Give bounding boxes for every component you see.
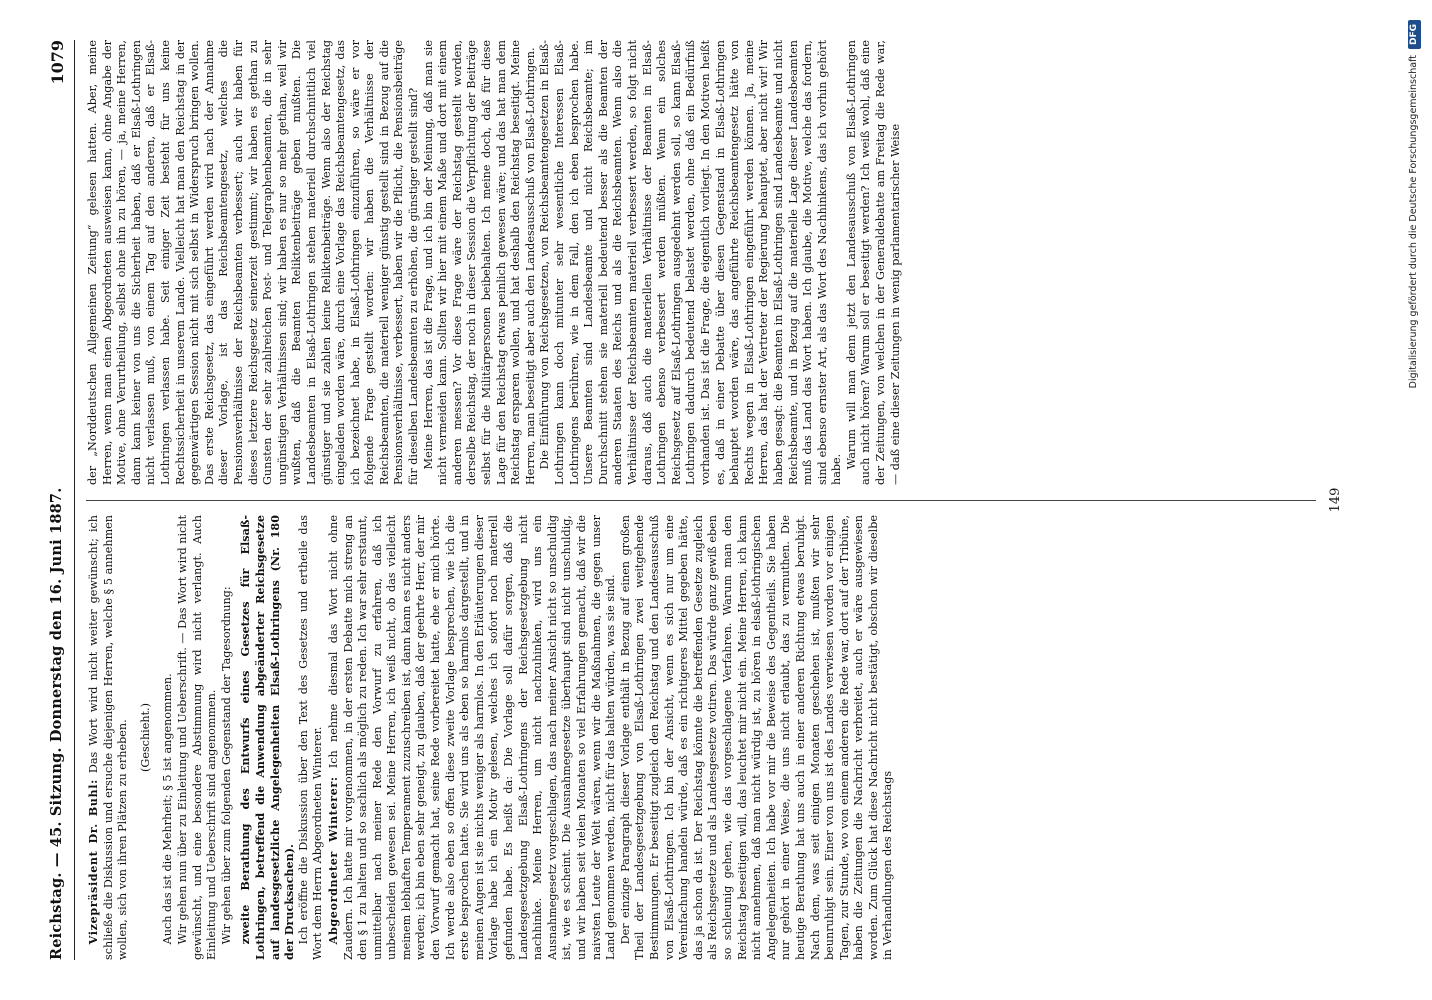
paragraph: Wir gehen über zum folgenden Gegenstand der Tagesordnung: — [219, 586, 233, 945]
running-head: Reichstag. — 45. Sitzung. Donnerstag den 16. Juni 1887. — [48, 487, 65, 960]
paragraph: Auch das ist die Mehrheit; § 5 ist angenommen. — [161, 673, 175, 945]
right-column — [86, 40, 1386, 485]
paragraph: Der einzige Paragraph dieser Vorlage enthält in Bezug auf einen großen Theil der Landesgesetzgebung von Elsaß-Lothringen zwei weitgehende Bestimmungen. Er beseitigt zugleich den Reichstag und den Landesausschuß von Elsaß-Lothringen. Ich bin der Ansicht, wenn es sich nur um eine Vereinfachung handeln würde, daß es ein richtigeres Mittel gegeben hätte, das ja schon da ist. Der Reichstag könnte die betreffenden Gesetze zugleich als Reichsgesetze und als Landesgesetze votiren. Das würde ganz gewiß eben so schleunig gehen, wie das vorgeschlagene Verfahren. Warum man den Reichstag beseitigen will, das leuchtet mir nicht ein. Meine Herren, ich kann nicht annehmen, daß man nicht würdig ist, zu hören in elsaß-lothringischen Angelegenheiten. Ich habe vor mir die Beweise des Gegentheils. Sie haben nur gehört in einer Weise, die uns nicht erlaubt, das zu vermuthen. Die heutige Berathung hat uns auch in einer anderen Richtung etwas beruhigt. Nach dem, was seit einigen Monaten geschehen ist, mußten wir sehr beunruhigt sein. Einer von uns ist des Landes verwiesen worden vor einigen Tagen, zur Stunde, wo von einem anderen die Rede war, dort auf der Tribüne, haben die Zeitungen die Nachricht verbreitet, auch er wäre ausgewiesen worden. Zum Glück hat diese Nachricht nicht bestätigt, obschon wir dieselbe in Verhandlungen des Reichstags — [618, 515, 895, 960]
paragraph — [86, 515, 131, 960]
speaker-name: Vizepräsident Dr. Buhl: — [86, 779, 100, 945]
speech-text: Das Wort wird nicht weiter gewünscht; ich schließe die Diskussion und ersuche diejenigen Herren, welche § 5 annehmen wollen, sich von ihren Plätzen zu erheben. — [87, 515, 130, 960]
agenda-item: zweite Berathung des Entwurfs eines Gesetzes für Elsaß-Lothringen, betreffend die Anwendung abgeänderter Reichsgesetze auf landesgesetzliche Angelegenheiten Elsaß-Lothringens (Nr. 180 der Drucksachen). — [238, 515, 297, 960]
digitization-credit — [1408, 20, 1421, 880]
paragraph: Ich eröffne die Diskussion über den Text des Gesetzes und ertheile das Wort dem Herrn Abgeordneten Winterer. — [296, 515, 325, 960]
speech-text: Ich nehme diesmal das Wort nicht ohne Zaudern. Ich hatte mir vorgenommen, in der ersten Debatte mich streng an den § 1 zu halten und so sachlich als möglich zu reden. Ich war sehr erstaunt, unmittelbar nach meiner Rede den Vorwurf zu erfahren, daß ich unbescheiden gewesen sei. Meine Herren, ich weiß nicht, ob das vielleicht meinem lebhaften Temperament zuzuschreiben ist, dann kann es nicht anders werden; ich bin eben sehr geneigt, zu glauben, daß der geehrte Herr, der mir den Vorwurf gemacht hat, seine Rede vorbereitet hatte, ehe er mich hörte. Ich werde also eben so offen diese zweite Vorlage besprechen, wie ich die erste besprochen hatte. Sie wird uns als eben so harmlos dargestellt, und in meinen Augen ist sie nichts weniger als harmlos. In den Erläuterungen dieser Vorlage habe ich ein Motiv gelesen, welches ich sofort noch materiell gefunden habe. Es heißt da: Die Vorlage soll dafür sorgen, daß die Landesgesetzgebung Elsaß-Lothringens der Reichsgesetzgebung nicht nachhinke. Meine Herren, um nicht nachzuhinken, wird uns ein Ausnahmegesetz vorgeschlagen, das nach meiner Ansicht nicht so unschuldig ist, wie es scheint. Die Ausnahmegesetze überhaupt sind nicht unschuldig, und wir haben seit vielen Monaten so viel Erfahrungen gemacht, daß wir die naivsten Leute der Welt wären, wenn wir die Maßnahmen, die gegen unser Land genommen werden, nicht für das halten würden, was sie sind. — [326, 515, 618, 960]
paragraph: Die Einführung von Reichsgesetzen, von Reichsbeamtengesetzen in Elsaß-Lothringen kann doch mitunter sehr wesentliche Interessen Elsaß-Lothringens berühren, wie in dem Fall, den ich eben besprochen habe. Unsere Beamten sind Landesbeamte und nicht Reichsbeamte; im Durchschnitt stehen sie materiell bedeutend besser als die Beamten der anderen Staaten des Reichs und als die Reichsbeamten. Wenn also die Verhältnisse der Reichsbeamten materiell verbessert werden, so folgt nicht daraus, daß auch die materiellen Verhältnisse der Beamten in Elsaß-Lothringen ebenso verbessert werden müßten. Wenn ein solches Reichsgesetz auf Elsaß-Lothringen ausgedehnt werden soll, so kann Elsaß-Lothringen dadurch bedeutend belastet werden, ohne daß ein Bedürfniß vorhanden ist. Das ist die Frage, die eigentlich vorliegt. In den Motiven heißt es, daß in einer Debatte über diesen Gegenstand in Elsaß-Lothringen behauptet worden wäre, das angeführte Reichsbeamtengesetz hätte von Rechts wegen in Elsaß-Lothringen eingeführt werden können. Ja, meine Herren, das hat der Vertreter der Regierung behauptet, aber nicht wir! Wir haben gesagt: die Beamten in Elsaß-Lothringen sind Landesbeamte und nicht Reichsbeamte, und in Bezug auf die materielle Lage dieser Landesbeamten muß das Land das Wort haben. Ich glaube, die Motive, welche das fordern, sind ebenso ernster Art, als das Wort des Nachhinkens, das ich vorhin gehört habe. — [538, 40, 844, 485]
paragraph — [326, 515, 619, 960]
paragraph: Meine Herren, das ist die Frage, und ich bin der Meinung, daß man sie nicht vermeiden kann. Sollten wir hier mit einem Maße und dort mit einem anderen messen? Vor diese Frage wäre der Reichstag gestellt worden, derselbe Reichstag, der noch in dieser Session die Verpflichtung der Beiträge selbst für die Militärpersonen beibehalten. Ich meine doch, daß für diese Lage für den Reichstag etwas peinlich gewesen wäre; und das hat man dem Reichstag ersparen wollen, und hat deshalb den Reichstag beseitigt. Meine Herren, man beseitigt aber auch den Landesausschuß von Elsaß-Lothringen. — [421, 40, 537, 485]
column-divider — [86, 500, 1316, 501]
credit-text: Digitalisierung gefördert durch die Deutsche Forschungsgemeinschaft — [1408, 55, 1419, 389]
stage-direction: (Geschieht.) — [138, 703, 152, 772]
page-number-bottom: 149 — [1328, 487, 1343, 513]
paragraph: Warum will man denn jetzt den Landesausschuß von Elsaß-Lothringen auch nicht hören? Warum soll er beseitigt werden? Ich weiß wohl, daß eine der Zeitungen, von welchen in der Generaldebatte am Freitag die Rede war, — daß eine dieser Zeitungen in wenig parlamentarischer Weise — [844, 40, 902, 485]
dfg-logo: DFG — [1408, 20, 1421, 49]
page-header — [44, 40, 75, 960]
page-number-top: 1079 — [48, 40, 67, 85]
paragraph: Wir gehen nun über zu Einleitung und Ueberschrift. — Das Wort wird nicht gewünscht, und eine besondere Abstimmung wird nicht verlangt. Auch Einleitung und Ueberschrift sind angenommen. — [175, 515, 219, 960]
speaker-name: Abgeordneter Winterer: — [325, 776, 340, 945]
paragraph: der „Norddeutschen Allgemeinen Zeitung“ gelesen hatten. Aber, meine Herren, wenn man einen Abgeordneten ausweisen kann, ohne Angabe der Motive, ohne Verurtheilung, selbst ohne ihn zu hören, — ja, meine Herren, dann kann keiner von uns die Sicherheit haben, daß er Elsaß-Lothringen nicht verlassen muß, von einem Tag auf den anderen, daß er Elsaß-Lothringen verlassen habe. Seit einiger Zeit besteht für uns keine Rechtssicherheit in unserem Lande. Vielleicht hat man den Reichstag in der gegenwärtigen Session nicht mit sich selbst in Widerspruch bringen wollen. Das erste Reichsgesetz, das eingeführt werden wird nach der Annahme dieser Vorlage, ist das Reichsbeamtengesetz, welches die Pensionsverhältnisse der Reichsbeamten verbessert; auch wir haben für dieses letztere Reichsgesetz seinerzeit gestimmt; wir haben es gethan zu Gunsten der sehr zahlreichen Post- und Telegraphenbeamten, die in sehr ungünstigen Verhältnissen sind; wir haben es nur so mehr gethan, weil wir wußten, daß die Beamten Reliktenbeiträge geben mußten. Die Landesbeamten in Elsaß-Lothringen stehen materiell durchschnittlich viel günstiger und sie zahlen keine Reliktenbeiträge. Wenn also der Reichstag eingeladen worden wäre, durch eine Vorlage das Reichsbeamtengesetz, das ich bezeichnet habe, in Elsaß-Lothringen einzuführen, so wäre er vor folgende Frage gestellt worden: wir haben die Verhältnisse der Reichsbeamten, die materiell weniger günstig gestellt sind in Bezug auf die Pensionsverhältnisse, verbessert, haben wir die Pflicht, die Pensionsbeiträge für dieselben Landesbeamten zu erhöhen, die günstiger gestellt sind? — [86, 40, 421, 485]
left-column — [86, 515, 1386, 960]
